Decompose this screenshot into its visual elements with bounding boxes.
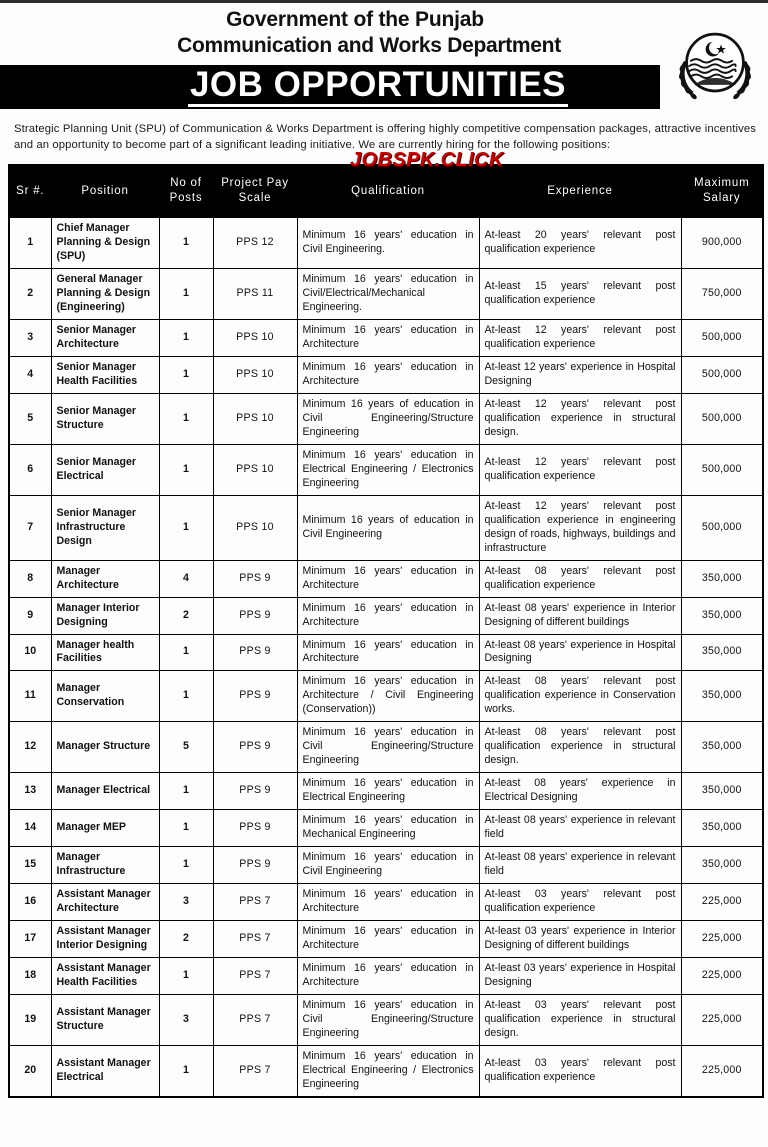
- cell-position: Senior Manager Health Facilities: [51, 357, 159, 394]
- cell-position: Senior Manager Structure: [51, 393, 159, 444]
- cell-salary: 350,000: [681, 773, 763, 810]
- cell-qualification: Minimum 16 years of education in Civil Engineering: [297, 495, 479, 560]
- cell-salary: 350,000: [681, 847, 763, 884]
- cell-position: Manager Structure: [51, 722, 159, 773]
- cell-sr: 5: [9, 393, 51, 444]
- cell-experience: At-least 08 years' experience in relevant field: [479, 847, 681, 884]
- cell-sr: 10: [9, 634, 51, 671]
- table-row: [9, 444, 763, 495]
- cell-sr: 3: [9, 320, 51, 357]
- cell-salary: 500,000: [681, 495, 763, 560]
- intro-paragraph-block: [14, 121, 756, 171]
- cell-position: Manager health Facilities: [51, 634, 159, 671]
- cell-posts: 1: [159, 393, 213, 444]
- cell-salary: 900,000: [681, 217, 763, 268]
- cell-position: Assistant Manager Health Facilities: [51, 957, 159, 994]
- cell-pay-scale: PPS 7: [213, 994, 297, 1045]
- cell-experience: At-least 12 years' experience in Hospital Designing: [479, 357, 681, 394]
- cell-experience: At-least 03 years' relevant post qualification experience: [479, 1045, 681, 1096]
- cell-pay-scale: PPS 7: [213, 1045, 297, 1096]
- cell-pay-scale: PPS 9: [213, 597, 297, 634]
- cell-posts: 1: [159, 810, 213, 847]
- table-row: [9, 773, 763, 810]
- cell-experience: At-least 12 years' relevant post qualification experience in structural design.: [479, 393, 681, 444]
- col-header-sr: Sr #.: [9, 165, 51, 217]
- cell-salary: 225,000: [681, 921, 763, 958]
- cell-position: Senior Manager Infrastructure Design: [51, 495, 159, 560]
- cell-salary: 500,000: [681, 320, 763, 357]
- cell-sr: 13: [9, 773, 51, 810]
- cell-pay-scale: PPS 7: [213, 921, 297, 958]
- banner-area: [0, 65, 768, 113]
- cell-salary: 225,000: [681, 1045, 763, 1096]
- cell-pay-scale: PPS 10: [213, 357, 297, 394]
- site-watermark: JOBSPK.CLICK: [350, 148, 504, 171]
- cell-sr: 8: [9, 560, 51, 597]
- table-row: [9, 921, 763, 958]
- table-row: [9, 269, 763, 320]
- table-row: [9, 393, 763, 444]
- cell-position: Assistant Manager Architecture: [51, 884, 159, 921]
- jobs-table: [8, 164, 764, 1097]
- table-row: [9, 357, 763, 394]
- cell-position: Senior Manager Architecture: [51, 320, 159, 357]
- cell-qualification: Minimum 16 years' education in Architecture: [297, 560, 479, 597]
- cell-sr: 2: [9, 269, 51, 320]
- col-header-position: Position: [51, 165, 159, 217]
- table-row: [9, 217, 763, 268]
- cell-posts: 1: [159, 357, 213, 394]
- cell-sr: 9: [9, 597, 51, 634]
- cell-position: Manager Architecture: [51, 560, 159, 597]
- cell-sr: 12: [9, 722, 51, 773]
- cell-pay-scale: PPS 10: [213, 495, 297, 560]
- cell-salary: 350,000: [681, 810, 763, 847]
- cell-pay-scale: PPS 9: [213, 671, 297, 722]
- cell-qualification: Minimum 16 years of education in Civil Engineering/Structure Engineering: [297, 393, 479, 444]
- table-row: [9, 722, 763, 773]
- table-row: [9, 884, 763, 921]
- cell-sr: 11: [9, 671, 51, 722]
- cell-posts: 3: [159, 884, 213, 921]
- table-row: [9, 957, 763, 994]
- cell-posts: 1: [159, 847, 213, 884]
- government-title: Government of the Punjab: [226, 8, 484, 31]
- col-header-posts: No of Posts: [159, 165, 213, 217]
- cell-qualification: Minimum 16 years' education in Architecture / Civil Engineering (Conservation)): [297, 671, 479, 722]
- cell-pay-scale: PPS 10: [213, 320, 297, 357]
- banner-title: JOB OPPORTUNITIES: [188, 67, 568, 107]
- job-opportunities-banner: [0, 65, 660, 109]
- cell-qualification: Minimum 16 years' education in Civil Engineering: [297, 847, 479, 884]
- cell-experience: At-least 20 years' relevant post qualification experience: [479, 217, 681, 268]
- cell-sr: 19: [9, 994, 51, 1045]
- cell-pay-scale: PPS 9: [213, 560, 297, 597]
- cell-sr: 6: [9, 444, 51, 495]
- cell-qualification: Minimum 16 years' education in Civil Engineering/Structure Engineering: [297, 722, 479, 773]
- table-row: [9, 671, 763, 722]
- cell-experience: At-least 08 years' experience in Hospital Designing: [479, 634, 681, 671]
- cell-qualification: Minimum 16 years' education in Mechanical Engineering: [297, 810, 479, 847]
- cell-sr: 15: [9, 847, 51, 884]
- cell-salary: 350,000: [681, 634, 763, 671]
- cell-salary: 225,000: [681, 884, 763, 921]
- table-row: [9, 320, 763, 357]
- cell-pay-scale: PPS 11: [213, 269, 297, 320]
- table-row: [9, 495, 763, 560]
- cell-posts: 1: [159, 269, 213, 320]
- cell-experience: At-least 12 years' relevant post qualification experience: [479, 320, 681, 357]
- cell-experience: At-least 08 years' experience in Electrical Designing: [479, 773, 681, 810]
- cell-position: Manager Infrastructure: [51, 847, 159, 884]
- cell-pay-scale: PPS 7: [213, 957, 297, 994]
- cell-qualification: Minimum 16 years' education in Architecture: [297, 957, 479, 994]
- table-row: [9, 994, 763, 1045]
- cell-position: Manager Interior Designing: [51, 597, 159, 634]
- cell-salary: 500,000: [681, 444, 763, 495]
- cell-position: General Manager Planning & Design (Engineering): [51, 269, 159, 320]
- table-row: [9, 1045, 763, 1096]
- col-header-qualification: Qualification: [297, 165, 479, 217]
- cell-position: Assistant Manager Structure: [51, 994, 159, 1045]
- cell-qualification: Minimum 16 years' education in Civil/Electrical/Mechanical Engineering.: [297, 269, 479, 320]
- cell-posts: 1: [159, 634, 213, 671]
- cell-sr: 4: [9, 357, 51, 394]
- cell-experience: At-least 15 years' relevant post qualification experience: [479, 269, 681, 320]
- cell-posts: 1: [159, 957, 213, 994]
- cell-posts: 1: [159, 1045, 213, 1096]
- cell-qualification: Minimum 16 years' education in Electrical Engineering / Electronics Engineering: [297, 1045, 479, 1096]
- cell-pay-scale: PPS 9: [213, 847, 297, 884]
- cell-sr: 18: [9, 957, 51, 994]
- cell-salary: 350,000: [681, 597, 763, 634]
- cell-experience: At-least 03 years' experience in Hospital Designing: [479, 957, 681, 994]
- cell-posts: 3: [159, 994, 213, 1045]
- cell-qualification: Minimum 16 years' education in Architecture: [297, 357, 479, 394]
- intro-text: Strategic Planning Unit (SPU) of Communication & Works Department is offering highly competitive compensation packages, attractive incentives and an opportunity to become part of a significant leading initiative. We are currently hiring for the following positions:: [14, 122, 756, 152]
- cell-posts: 2: [159, 597, 213, 634]
- cell-qualification: Minimum 16 years' education in Architecture: [297, 634, 479, 671]
- jobs-table-container: [8, 164, 762, 1097]
- cell-pay-scale: PPS 9: [213, 810, 297, 847]
- cell-salary: 500,000: [681, 393, 763, 444]
- cell-sr: 16: [9, 884, 51, 921]
- cell-salary: 225,000: [681, 957, 763, 994]
- cell-experience: At-least 12 years' relevant post qualification experience: [479, 444, 681, 495]
- cell-posts: 5: [159, 722, 213, 773]
- table-row: [9, 597, 763, 634]
- cell-sr: 17: [9, 921, 51, 958]
- col-header-pay-scale: Project Pay Scale: [213, 165, 297, 217]
- punjab-government-emblem-icon: [672, 23, 758, 109]
- cell-qualification: Minimum 16 years' education in Civil Engineering/Structure Engineering: [297, 994, 479, 1045]
- cell-posts: 4: [159, 560, 213, 597]
- cell-position: Assistant Manager Electrical: [51, 1045, 159, 1096]
- cell-qualification: Minimum 16 years' education in Architecture: [297, 921, 479, 958]
- cell-qualification: Minimum 16 years' education in Architecture: [297, 597, 479, 634]
- cell-posts: 1: [159, 217, 213, 268]
- cell-position: Manager Conservation: [51, 671, 159, 722]
- cell-salary: 350,000: [681, 671, 763, 722]
- cell-salary: 750,000: [681, 269, 763, 320]
- cell-sr: 14: [9, 810, 51, 847]
- cell-salary: 350,000: [681, 722, 763, 773]
- cell-experience: At-least 03 years' relevant post qualification experience in structural design.: [479, 994, 681, 1045]
- cell-posts: 1: [159, 773, 213, 810]
- cell-posts: 1: [159, 320, 213, 357]
- cell-experience: At-least 03 years' relevant post qualification experience: [479, 884, 681, 921]
- table-row: [9, 810, 763, 847]
- cell-experience: At-least 08 years' relevant post qualification experience in Conservation works.: [479, 671, 681, 722]
- cell-qualification: Minimum 16 years' education in Electrical Engineering: [297, 773, 479, 810]
- cell-qualification: Minimum 16 years' education in Civil Engineering.: [297, 217, 479, 268]
- cell-pay-scale: PPS 10: [213, 393, 297, 444]
- cell-sr: 7: [9, 495, 51, 560]
- cell-qualification: Minimum 16 years' education in Architecture: [297, 320, 479, 357]
- cell-pay-scale: PPS 12: [213, 217, 297, 268]
- cell-qualification: Minimum 16 years' education in Electrical Engineering / Electronics Engineering: [297, 444, 479, 495]
- cell-experience: At-least 08 years' relevant post qualification experience in structural design.: [479, 722, 681, 773]
- cell-posts: 1: [159, 671, 213, 722]
- cell-position: Senior Manager Electrical: [51, 444, 159, 495]
- cell-posts: 1: [159, 495, 213, 560]
- cell-sr: 20: [9, 1045, 51, 1096]
- cell-experience: At-least 03 years' experience in Interior Designing of different buildings: [479, 921, 681, 958]
- cell-posts: 1: [159, 444, 213, 495]
- cell-salary: 350,000: [681, 560, 763, 597]
- cell-position: Manager MEP: [51, 810, 159, 847]
- cell-pay-scale: PPS 10: [213, 444, 297, 495]
- table-row: [9, 847, 763, 884]
- document-header: [0, 3, 768, 113]
- cell-sr: 1: [9, 217, 51, 268]
- cell-posts: 2: [159, 921, 213, 958]
- cell-pay-scale: PPS 9: [213, 634, 297, 671]
- cell-experience: At-least 12 years' relevant post qualification experience in engineering design of roads, highways, buildings and infrastructure: [479, 495, 681, 560]
- jobs-table-body: [9, 217, 763, 1096]
- col-header-salary: Maximum Salary: [681, 165, 763, 217]
- table-row: [9, 634, 763, 671]
- cell-qualification: Minimum 16 years' education in Architecture: [297, 884, 479, 921]
- table-row: [9, 560, 763, 597]
- cell-experience: At-least 08 years' experience in relevant field: [479, 810, 681, 847]
- cell-pay-scale: PPS 9: [213, 773, 297, 810]
- cell-salary: 225,000: [681, 994, 763, 1045]
- cell-salary: 500,000: [681, 357, 763, 394]
- cell-pay-scale: PPS 9: [213, 722, 297, 773]
- cell-pay-scale: PPS 7: [213, 884, 297, 921]
- department-title: Communication and Works Department: [177, 34, 561, 58]
- cell-position: Assistant Manager Interior Designing: [51, 921, 159, 958]
- cell-position: Chief Manager Planning & Design (SPU): [51, 217, 159, 268]
- cell-experience: At-least 08 years' relevant post qualification experience: [479, 560, 681, 597]
- cell-experience: At-least 08 years' experience in Interior Designing of different buildings: [479, 597, 681, 634]
- cell-position: Manager Electrical: [51, 773, 159, 810]
- col-header-experience: Experience: [479, 165, 681, 217]
